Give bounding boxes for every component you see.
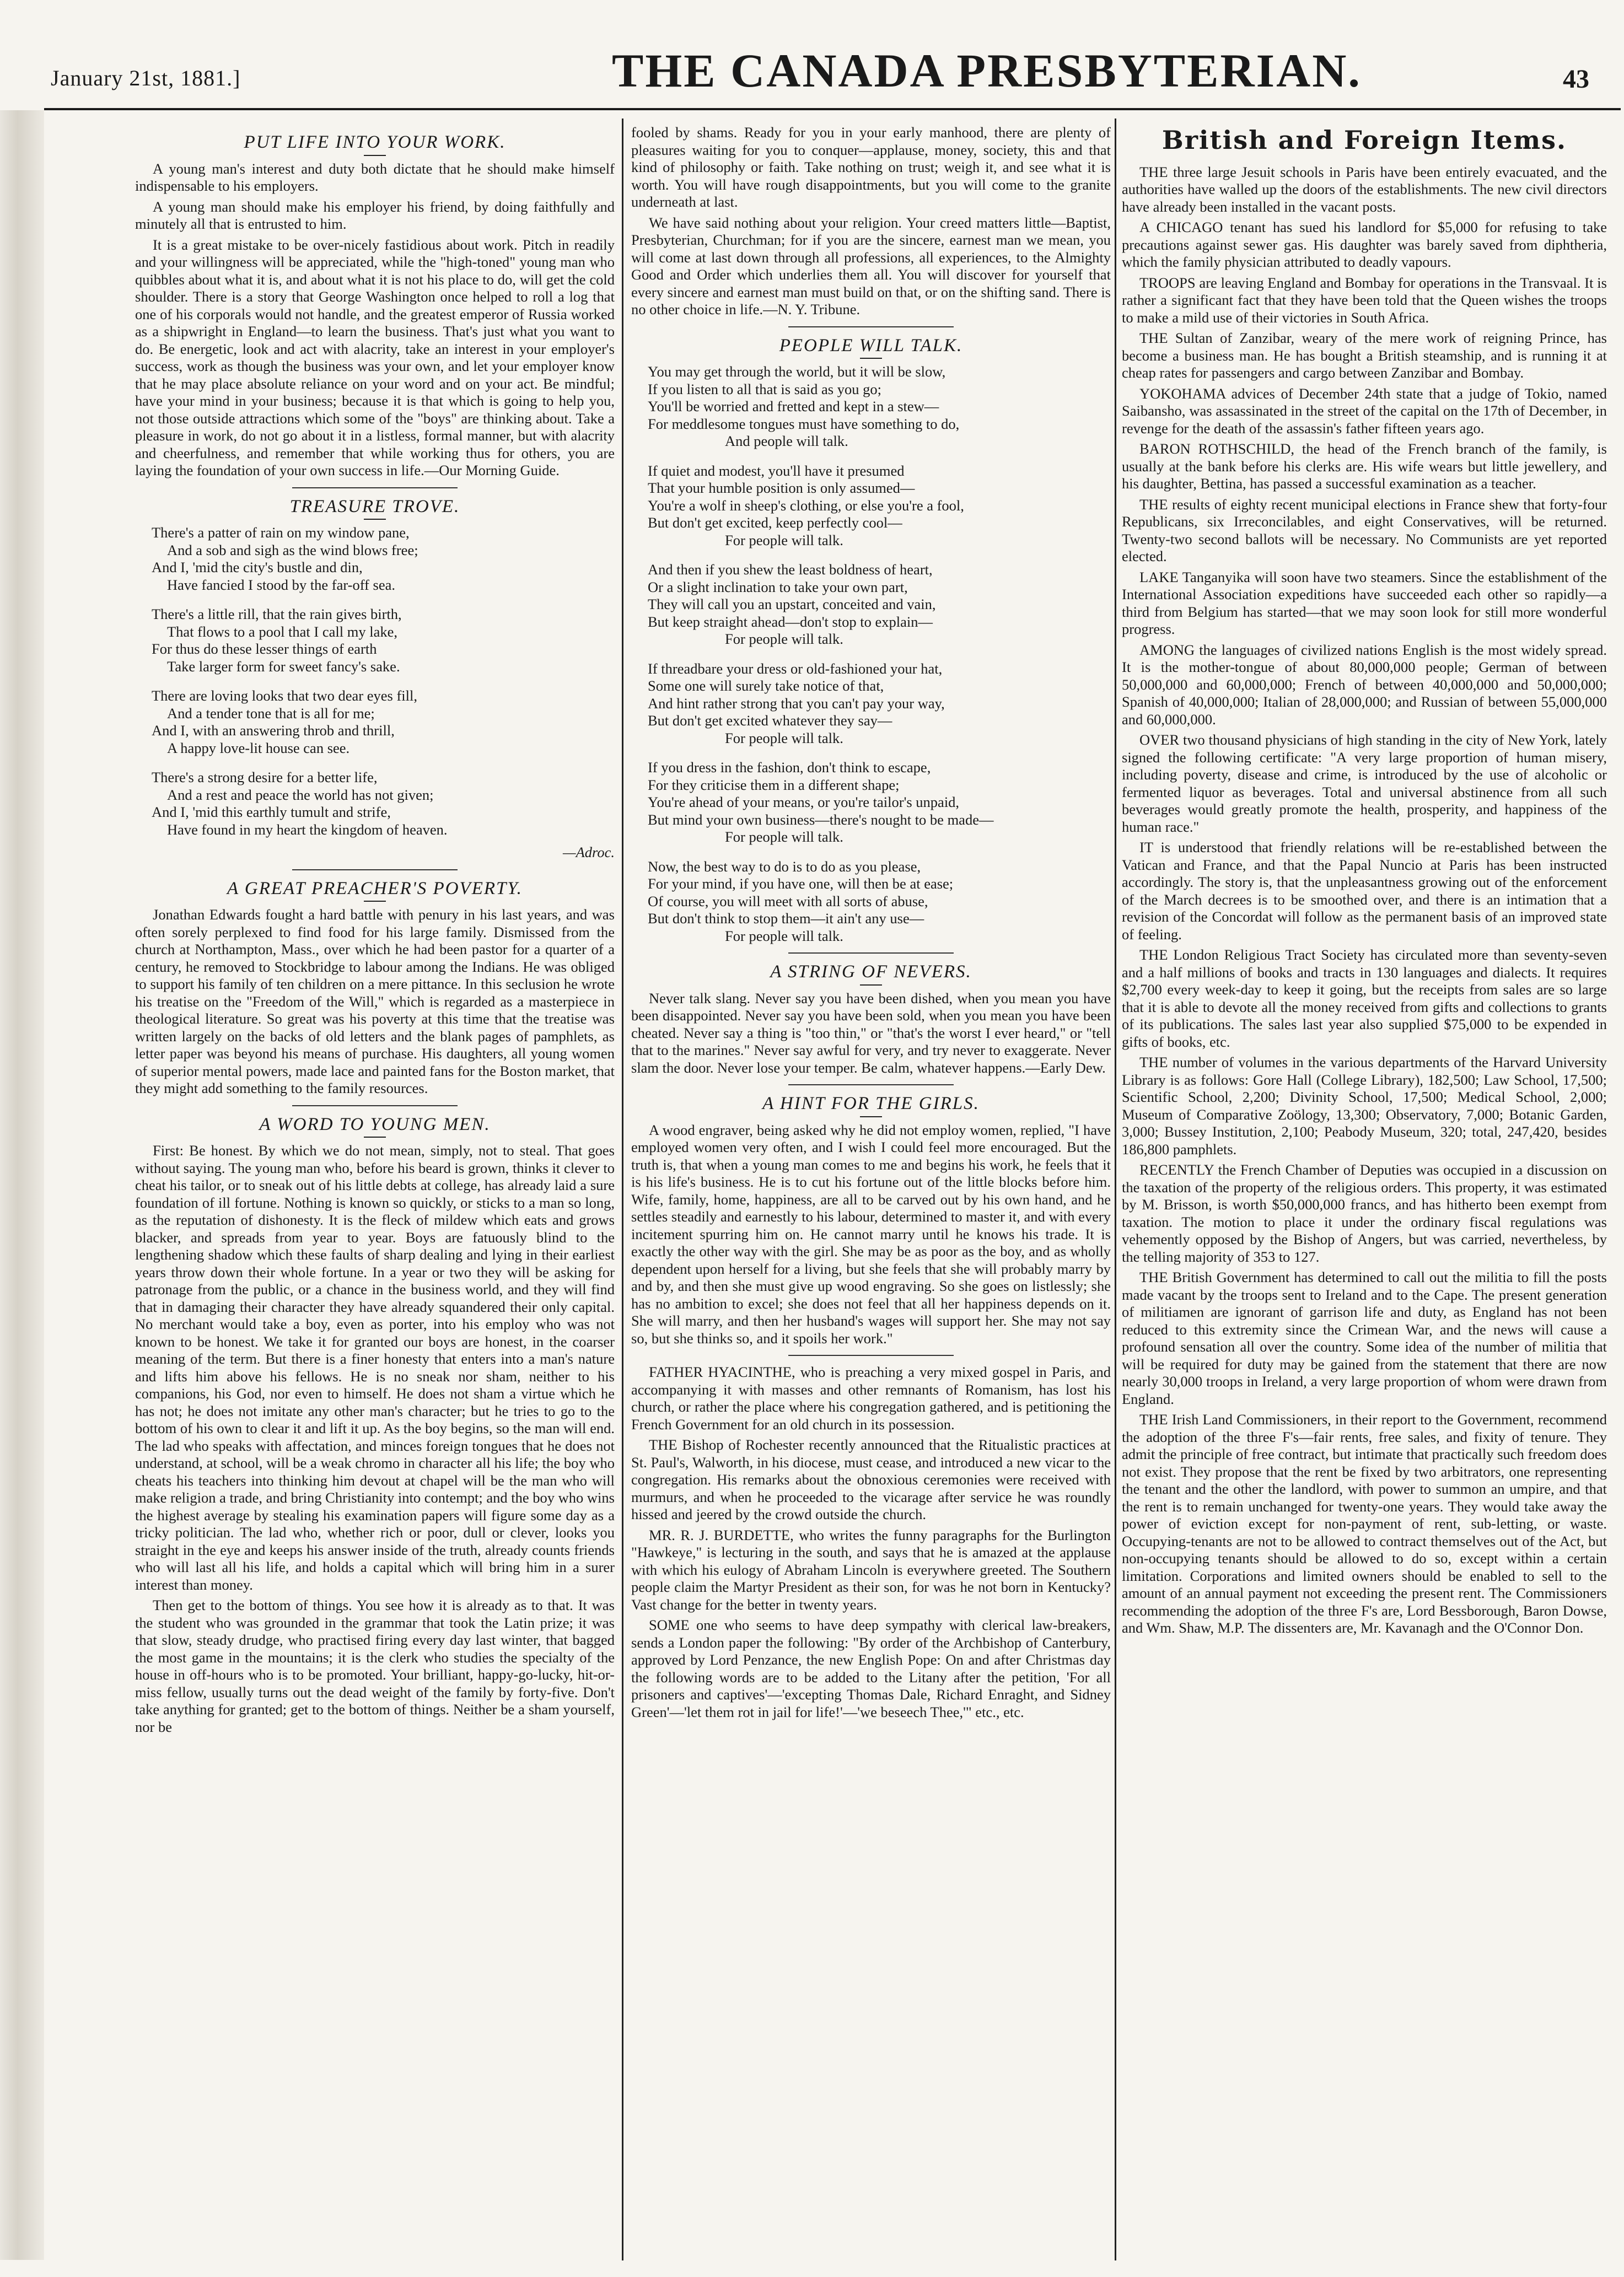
- poem-line: There's a patter of rain on my window pane,: [152, 524, 410, 541]
- news-item: THE Irish Land Commissioners, in their report to the Government, recommend the adoption of the three F's—fair rents, free sales, and fixity of tenure. They admit the principle of free contract, but intimate that practically such freedom does not exist. They propose that the rent be fixed by two arbitrators, one representing the tenant and the other the landlord, with power to summon an umpire, and that the rent is to remain unchanged for twenty-one years. They would take away the power of eviction except for non-payment of rent, sub-letting, or waste. Occupying-tenants are not to be allowed to contract themselves out of the Act, but non-occupying tenants should be allowed to do so, except within a certain limitation. Corporations and limited owners should be enabled to sell to the amount of an annual payment not exceeding the present rent. The Commissioners recommending the adoption of the three F's are, Lord Bessborough, Baron Dowse, and Wm. Shaw, M.P. The dissenters are, Mr. Kavanagh and the O'Connor Don.: [1122, 1411, 1607, 1636]
- news-item: THE results of eighty recent municipal elections in France shew that forty-four Republicans, six Irreconcilables, and eight Conservatives, will be returned. Twenty-two second ballots will be necessary. No Communists are yet reported elected.: [1122, 496, 1607, 564]
- poem-line: And I, with an answering throb and thrill,: [152, 722, 395, 739]
- issue-date: January 21st, 1881.]: [51, 66, 241, 90]
- news-item: MR. R. J. BURDETTE, who writes the funny paragraphs for the Burlington "Hawkeye," is lecturing in the south, and says that he is amazed at the applause with which his eulogy of Abraham Lincoln is everywhere greeted. The Southern people claim the Martyr President as their son, for was he not born in Kentucky? Vast change for the better in twenty years.: [631, 1526, 1111, 1613]
- poem-line: You may get through the world, but it will be slow,: [648, 363, 946, 380]
- page-header: [0, 0, 1624, 105]
- poem-line: Take larger form for sweet fancy's sake.: [167, 658, 400, 675]
- poem-refrain: For people will talk.: [725, 729, 843, 746]
- poem-refrain: And people will talk.: [725, 433, 848, 449]
- poem-line: But don't get excited, keep perfectly cool—: [648, 514, 902, 531]
- article-title: A GREAT PREACHER'S POVERTY.: [227, 878, 523, 898]
- column-divider: [1115, 119, 1116, 2260]
- article-title: PEOPLE WILL TALK.: [779, 335, 963, 356]
- column-1: [135, 124, 615, 2263]
- poem-line: For they criticise them in a different shape;: [648, 776, 900, 793]
- poem-refrain: For people will talk.: [725, 531, 843, 548]
- news-item: THE Sultan of Zanzibar, weary of the mere work of reigning Prince, has become a business man. He has bought a British steamship, and is running it at cheap rates for passengers and cargo between Zanzibar and Bombay.: [1122, 330, 1607, 381]
- poem-line: Of course, you will meet with all sorts of abuse,: [648, 892, 928, 909]
- paragraph: fooled by shams. Ready for you in your early manhood, there are plenty of pleasures waiting for you to conquer—applause, money, society, this and that kind of philosophy or faith. Take nothing on trust; weigh it, and see what it is worth. You will have rough disappointments, but you will come to the granite underneath at last.: [631, 124, 1111, 210]
- poem-source: —Adroc.: [563, 844, 615, 860]
- news-item: BARON ROTHSCHILD, the head of the French branch of the family, is usually at the bank before his clerks are. His wife wears but little jewellery, and his daughter, Bettina, has passed a successful examination as a teacher.: [1122, 440, 1607, 492]
- news-item: THE Bishop of Rochester recently announced that the Ritualistic practices at St. Paul's, Walworth, in his diocese, must cease, and introduced a new vicar to the congregation. His remarks about the obnoxious ceremonies were received with murmurs, and when he proceeded to the vicarage after service he was roundly hissed and jeered by the crowd outside the church.: [631, 1436, 1111, 1522]
- news-item: SOME one who seems to have deep sympathy with clerical law-breakers, sends a London paper the following: "By order of the Archbishop of Canterbury, approved by Lord Penzance, the new English Pope: On and after Christmas day the following words are to be added to the Litany after the petition, 'For all prisoners and captives'—'excepting Thomas Dale, Richard Enraght, and Sidney Green'—'let them rot in jail for life!'—'we beseech Thee,'" etc., etc.: [631, 1617, 1111, 1720]
- news-item: THE number of volumes in the various departments of the Harvard University Library is as follows: Gore Hall (College Library), 182,500; Law School, 17,500; Scientific School, 2,200; Divinity School, 17,500; Medical School, 2,000; Museum of Comparative Zoölogy, 13,300; Observatory, 7,000; Botanic Garden, 3,000; Bussey Institution, 2,100; Peabody Museum, 320; total, 247,420, besides 186,800 pamphlets.: [1122, 1054, 1607, 1158]
- paragraph: Never talk slang. Never say you have been dished, when you mean you have been disappointed. Never say you have been sold, when you mean you have been cheated. Never say a thing is "too thin," or "that's the worst I ever heard," or "tell that to the marines." Never say awful for very, and try never to exaggerate. Never slam the door. Never lose your temper. Be calm, whatever happens.—Early Dew.: [631, 989, 1111, 1076]
- separator: [788, 1355, 954, 1356]
- paragraph: First: Be honest. By which we do not mean, simply, not to steal. That goes without saying. The young man who, before his beard is grown, thinks it clever to cheat his tailor, or to sneak out of his little debts at college, has already laid a sure foundation of ill fortune. Nothing is known so quickly, or sticks to a man so long, as the reputation of dishonesty. It is the fleck of mildew which eats and grows blacker, and spreads from year to year. Boys are fatuously blind to the lengthening shadow which these faults of sharp dealing and lying in their earliest years throw down their whole fortune. In a year or two they will be asking for patronage from the public, or a chance in the business world, and they will find that in damaging their character they have already squandered their only capital. No merchant would take a boy, even as porter, into his employ who was not known to be honest. We take it for granted our boys are honest, in the coarser meaning of the term. But there is a finer honesty that enters into a man's nature and lifts him above his fellows. He is no sneak nor sham, neither to his companions, his God, nor even to himself. He does not sham a virtue which he has not; he does not imitate any other man's character; but he tries to go to the bottom of his own to clear it and lift it up. As the boy begins, so the man will end. The lad who speaks with affectation, and minces foreign tongues that he does not understand, at school, will be a weak chromo in character all his life; the boy who cheats his teachers into thinking him devout at chapel will be the man who will make religion a trade, and bring Christianity into contempt; and the boy who wins the highest average by stealing his examination papers will figure some day as a tricky politician. The lad who, whether rich or poor, dull or clever, looks you straight in the eye and keeps his answer inside of the truth, already counts friends who will last all his life, and holds a capital which will bring him in a surer interest than money.: [135, 1142, 615, 1593]
- separator: [292, 1105, 458, 1106]
- poem-line: If quiet and modest, you'll have it presumed: [648, 462, 905, 479]
- news-item: AMONG the languages of civilized nations English is the most widely spread. It is the mother-tongue of about 80,000,000 people; German of between 50,000,000 and 60,000,000; French of between 40,000,000 and 50,000,000; Spanish of 40,000,000; Italian of 28,000,000; and Russian of between 55,000,000 and 60,000,000.: [1122, 641, 1607, 728]
- poem-line: There's a little rill, that the rain gives birth,: [152, 606, 402, 622]
- news-item: TROOPS are leaving England and Bombay for operations in the Transvaal. It is rather a significant fact that they have been told that the Queen wishes the troops to make a mild use of their victories in South Africa.: [1122, 274, 1607, 326]
- separator: [788, 326, 954, 327]
- paragraph: Then get to the bottom of things. You see how it is already as to that. It was the student who was grounded in the grammar that took the Latin prize; it was that slow, steady drudge, who practised firing every day last winter, that bagged the most game in the mountains; it is the clerk who studies the specialty of the house in off-hours who is to be promoted. Your brilliant, happy-go-lucky, hit-or-miss fellow, usually turns out the dead weight of the family by forty-five. Don't take anything for granted; get to the bottom of things. Neither be a sham yourself, nor be: [135, 1597, 615, 1735]
- poem-refrain: For people will talk.: [725, 927, 843, 944]
- poem-line: They will call you an upstart, conceited and vain,: [648, 596, 936, 612]
- separator: [788, 952, 954, 954]
- binding-margin: [0, 110, 44, 2260]
- paragraph: We have said nothing about your religion. Your creed matters little—Baptist, Presbyterian, Churchman; for if you are the sincere, earnest man we mean, you will come at last down through all professions, all experiences, to the Almighty Good and Order which underlies them all. You will discover for yourself that every sincere and earnest man must build on that, or on the shifting sand. There is no other choice in life.—N. Y. Tribune.: [631, 214, 1111, 317]
- news-item: A CHICAGO tenant has sued his landlord for $5,000 for refusing to take precautions against sewer gas. His daughter was barely saved from diphtheria, which the family physician attributed to deadly vapours.: [1122, 219, 1607, 270]
- poem-line: And then if you shew the least boldness of heart,: [648, 561, 933, 578]
- poem-line: If threadbare your dress or old-fashioned your hat,: [648, 660, 943, 677]
- paragraph: A young man's interest and duty both dictate that he should make himself indispensable to his employers.: [135, 160, 615, 194]
- poem-line: You're ahead of your means, or you're tailor's unpaid,: [648, 794, 960, 810]
- article-title: A WORD TO YOUNG MEN.: [259, 1114, 491, 1134]
- separator: [292, 487, 458, 488]
- poem-line: There's a strong desire for a better life,: [152, 769, 378, 785]
- poem-line: Have found in my heart the kingdom of heaven.: [167, 821, 448, 838]
- poem-line: Have fancied I stood by the far-off sea.: [167, 576, 395, 593]
- poem-line: For your mind, if you have one, will then be at ease;: [648, 875, 954, 892]
- poem: [152, 524, 615, 838]
- poem-line: And a sob and sigh as the wind blows free;: [167, 541, 418, 558]
- news-item: THE London Religious Tract Society has circulated more than seventy-seven and a half millions of books and tracts in 130 languages and dialects. It requires $2,700 every week-day to keep it going, but the receipts from sales are so large that it is able to devote all the money received from gifts and collections to grants of its publications. The sales last year also supplied $75,000 to be expended in gifts of books, etc.: [1122, 946, 1607, 1050]
- separator: [292, 869, 458, 870]
- article-title: PUT LIFE INTO YOUR WORK.: [244, 132, 506, 152]
- poem-line: For thus do these lesser things of earth: [152, 640, 377, 657]
- article-title: A STRING OF NEVERS.: [770, 962, 972, 982]
- column-3: [1122, 124, 1607, 2263]
- poem-line: A happy love-lit house can see.: [167, 739, 350, 756]
- poem-line: If you listen to all that is said as you go;: [648, 380, 881, 397]
- article-title: TREASURE TROVE.: [289, 496, 460, 516]
- news-item: RECENTLY the French Chamber of Deputies was occupied in a discussion on the taxation of the property of the religious orders. This property, it was estimated by M. Brisson, is worth $50,000,000 francs, and has hitherto been exempt from taxation. The motion to place it under the ordinary fiscal regulations was vehemently opposed by the Bishop of Angers, but was carried, nevertheless, by the telling majority of 353 to 127.: [1122, 1161, 1607, 1265]
- news-item: FATHER HYACINTHE, who is preaching a very mixed gospel in Paris, and accompanying it with masses and other remnants of Romanism, has lost his church, or rather the place where his congregation gathered, and is petitioning the French Government for an old church in its possession.: [631, 1364, 1111, 1433]
- header-rule: [44, 108, 1621, 110]
- poem-line: That your humble position is only assumed—: [648, 480, 915, 496]
- page-number: 43: [1563, 64, 1589, 94]
- news-item: IT is understood that friendly relations will be re-established between the Vatican and France, and that the Papal Nuncio at Paris has been instructed accordingly. The story is, that the unpleasantness growing out of the enforcement of the March decrees is to be smoothed over, and there is an intimation that a revision of the Concordat will follow as the permanent basis of an improved state of feeling.: [1122, 839, 1607, 943]
- poem-line: Or a slight inclination to take your own part,: [648, 578, 908, 595]
- section-heading: British and Foreign Items.: [1161, 125, 1567, 155]
- poem-line: That flows to a pool that I call my lake,: [167, 623, 397, 640]
- news-item: OVER two thousand physicians of high standing in the city of New York, lately signed the following certificate: "A very large proportion of human misery, including poverty, disease and crime, is introduced by the use of alcoholic or fermented liquor as beverages. Total and universal abstinence from all such beverages would greatly promote the health, prosperity, and happiness of the human race.": [1122, 731, 1607, 835]
- poem-line: But don't get excited whatever they say—: [648, 712, 892, 729]
- column-2: [631, 124, 1111, 2263]
- poem-line: You're a wolf in sheep's clothing, or else you're a fool,: [648, 497, 964, 514]
- masthead-title: THE CANADA PRESBYTERIAN.: [612, 44, 1362, 97]
- poem-line: For meddlesome tongues must have something to do,: [648, 415, 960, 432]
- poem-line: But don't think to stop them—it ain't any use—: [648, 910, 924, 927]
- poem-line: And a tender tone that is all for me;: [167, 704, 375, 722]
- poem-refrain: For people will talk.: [725, 631, 843, 647]
- poem-line: Now, the best way to do is to do as you please,: [648, 858, 921, 875]
- news-item: THE three large Jesuit schools in Paris have been entirely evacuated, and the authorities have walled up the doors of the establishments. The new civil directors have already been installed in the vacant posts.: [1122, 163, 1607, 215]
- article-title: A HINT FOR THE GIRLS.: [762, 1094, 980, 1113]
- news-item: YOKOHAMA advices of December 24th state that a judge of Tokio, named Saibansho, was assassinated in the street of the capital on the 17th of December, in revenge for the death of the assassin's father fifteen years ago.: [1122, 385, 1607, 437]
- paragraph: A wood engraver, being asked why he did not employ women, replied, "I have employed women very often, and I wish I could feel more encouraged. But the truth is, that when a young man comes to me and begins his work, he feels that it is his life's business. He is to cut his fortune out of the little blocks before him. Wife, family, home, happiness, are all to be carved out by his own hand, and he settles steadily and earnestly to his labour, determined to master it, and with every incitement spurring him on. He cannot marry until he knows his trade. It is exactly the other way with the girl. She may be as poor as the boy, and as wholly dependent upon herself for a living, but she feels that she will probably marry by and by, and then she must give up wood engraving. So she goes on listlessly; she has no ambition to excel; she does not feel that all her happiness depends on it. She will marry, and then her husband's wages will support her. She may not say so, but she thinks so, and it spoils her work.": [631, 1121, 1111, 1347]
- poem-line: And a rest and peace the world has not given;: [167, 786, 434, 803]
- poem-refrain: For people will talk.: [725, 828, 843, 845]
- poem-line: And I, 'mid this earthly tumult and strife,: [152, 804, 391, 820]
- news-item: LAKE Tanganyika will soon have two steamers. Since the establishment of the International Association expeditions have succeeded each other so rapidly—a third from Belgium has started—that we may soon look for still more wonderful progress.: [1122, 568, 1607, 637]
- poem-line: If you dress in the fashion, don't think to escape,: [648, 759, 931, 776]
- poem-line: But mind your own business—there's nought to be made—: [648, 811, 994, 828]
- paragraph: A young man should make his employer his friend, by doing faithfully and minutely all that is entrusted to him.: [135, 198, 615, 232]
- poem-line: You'll be worried and fretted and kept in a stew—: [648, 398, 939, 415]
- column-divider: [622, 119, 623, 2260]
- paragraph: It is a great mistake to be over-nicely fastidious about work. Pitch in readily and your willingness will be appreciated, while the "high-toned" young man who quibbles about what it is, and about what it is not his place to do, will get the cold shoulder. There is a story that George Washington once helped to roll a log that one of his corporals would not handle, and the greatest emperor of Russia worked as a shipwright in England—to learn the business. That's just what you want to do. Be energetic, look and act with alacrity, take an interest in your employer's success, work as though the business was your own, and let your employer know that he may place absolute reliance on your word and on your act. Be mindful; have your mind in your business; because it is that which is going to help you, not those outside attractions which some of the "boys" are thinking about. Take a pleasure in work, do not go about it in a listless, formal manner, but with alacrity and cheerfulness, and remember that while working thus for others, you are laying the foundation of your own success in life.—Our Morning Guide.: [135, 236, 615, 478]
- separator: [788, 1084, 954, 1085]
- poem: [648, 363, 1111, 945]
- poem-line: But keep straight ahead—don't stop to explain—: [648, 613, 933, 630]
- poem-line: There are loving looks that two dear eyes fill,: [152, 687, 417, 704]
- news-item: THE British Government has determined to call out the militia to fill the posts made vacant by the troops sent to Ireland and to the Cape. The present generation of militiamen are ignorant of garrison life and duty, as England has not been reduced to this extremity since the Crimean War, and the news will cause a profound sensation all over the country. Some idea of the number of militia that will be required for duty may be gained from the statement that there are now nearly 30,000 troops in Ireland, a very large proportion of whom were drawn from England.: [1122, 1269, 1607, 1407]
- poem-line: And hint rather strong that you can't pay your way,: [648, 695, 945, 712]
- poem-line: And I, 'mid the city's bustle and din,: [152, 559, 363, 575]
- paragraph: Jonathan Edwards fought a hard battle with penury in his last years, and was often sorely perplexed to find food for his large family. Dismissed from the church at Northampton, Mass., over which he had been pastor for a quarter of a century, he removed to Stockbridge to labour among the Indians. He was obliged to support his family of ten children on a mere pittance. In this seclusion he wrote his treatise on the "Freedom of the Will," which is regarded as a masterpiece in theological literature. So great was his poverty at this time that the treatise was written largely on the backs of old letters and the blank pages of pamphlets, as letter paper was beyond his means of purchase. His daughters, all young women of superior mental powers, made lace and painted fans for the Boston market, that they might add something to the family resources.: [135, 906, 615, 1096]
- poem-line: Some one will surely take notice of that,: [648, 677, 884, 694]
